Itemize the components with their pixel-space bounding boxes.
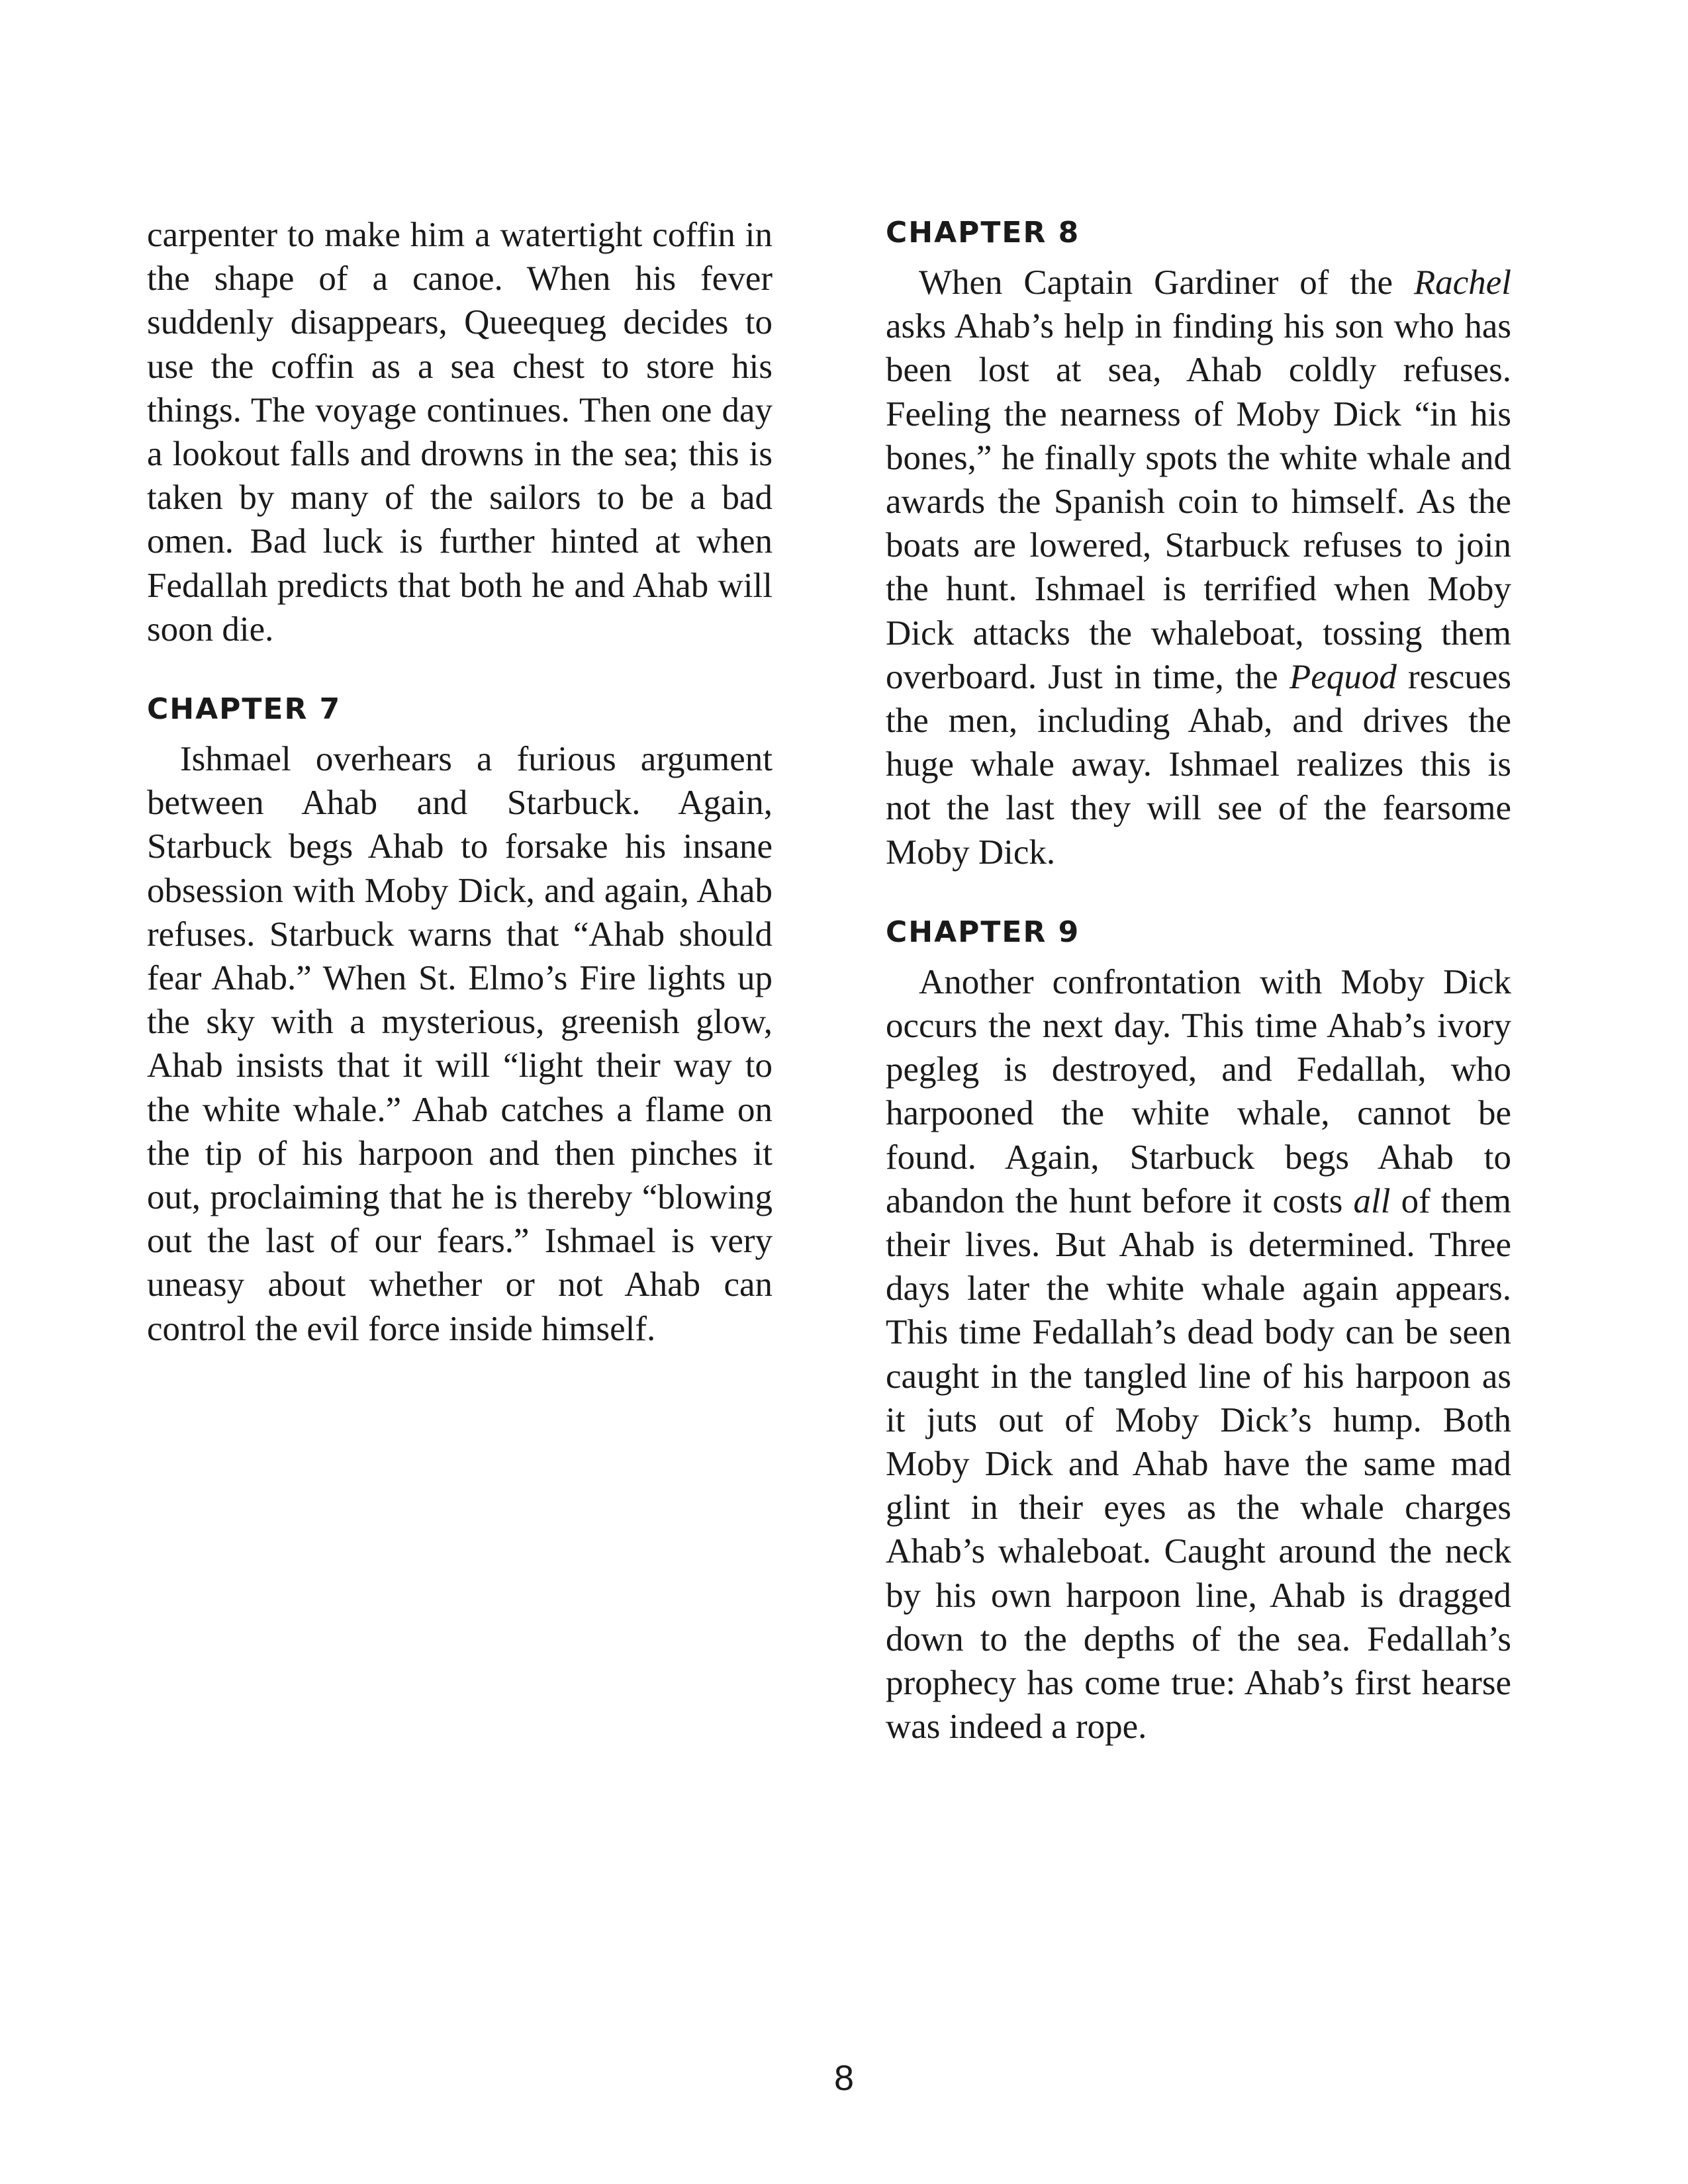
- right-column: [886, 213, 1511, 1749]
- chapter-7-paragraph: Ishmael overhears a furious argument between Ahab and Starbuck. Again, Starbuck begs Ahab to forsake his insane obsession with Moby Dick, and again, Ahab refuses. Starbuck warns that “Ahab should fear Ahab.” When St. Elmo’s Fire lights up the sky with a mysterious, greenish glow, Ahab insists that it will “light their way to the white whale.” Ahab catches a flame on the tip of his harpoon and then pinches it out, proclaiming that he is thereby “blowing out the last of our fears.” Ishmael is very uneasy about whether or not Ahab can control the evil force inside himself.: [147, 740, 773, 1348]
- chapter-9-text-1: Another confrontation with Moby Dick occurs the next day. This time Ahab’s ivory pegleg is destroyed, and Fedallah, who harpooned the white whale, cannot be found. Again, Starbuck begs Ahab to abandon the hunt before it costs: [886, 962, 1511, 1220]
- ship-name-pequod: Pequod: [1289, 657, 1397, 696]
- continued-paragraph: carpenter to make him a watertight coffin in the shape of a canoe. When his fever suddenly disappears, Queequeg decides to use the coffin as a sea chest to store his things. The voyage continues. Then one day a lookout falls and drowns in the sea; this is taken by many of the sailors to be a bad omen. Bad luck is further hinted at when Fedallah predicts that both he and Ahab will soon die.: [147, 216, 773, 649]
- chapter-9-paragraph: [886, 960, 1511, 1749]
- ship-name-rachel: Rachel: [1413, 263, 1511, 302]
- page-number: 8: [833, 2058, 855, 2098]
- chapter-7-heading: CHAPTER 7: [147, 692, 342, 727]
- chapter-8-text-2: asks Ahab’s help in finding his son who has been lost at sea, Ahab coldly refuses. Feeling the nearness of Moby Dick “in his bones,” he finally spots the white whale and awards the Spanish coin to himself. As the boats are lowered, Starbuck refuses to join the hunt. Ishmael is terrified when Moby Dick attacks the whaleboat, tossing them overboard. Just in time, the: [886, 307, 1511, 696]
- left-column: [147, 213, 773, 1351]
- chapter-8-heading: CHAPTER 8: [886, 216, 1080, 250]
- chapter-8-text-1: When Captain Gardiner of the: [919, 263, 1414, 302]
- chapter-8-paragraph: [886, 261, 1511, 874]
- chapter-9-text-2: of them their lives. But Ahab is determined. Three days later the white whale again appears. This time Fedallah’s dead body can be seen caught in the tangled line of his harpoon as it juts out of Moby Dick’s hump. Both Moby Dick and Ahab have the same mad glint in their eyes as the whale charges Ahab’s whaleboat. Caught around the neck by his own harpoon line, Ahab is dragged down to the depths of the sea. Fedallah’s prophecy has come true: Ahab’s first hearse was indeed a rope.: [886, 1181, 1511, 1747]
- chapter-9-heading: CHAPTER 9: [886, 915, 1080, 949]
- emphasis-all: all: [1353, 1181, 1391, 1220]
- chapter-8-text-3: rescues the men, including Ahab, and drives the huge whale away. Ishmael realizes this is not the last they will see of the fearsome Moby Dick.: [886, 657, 1511, 872]
